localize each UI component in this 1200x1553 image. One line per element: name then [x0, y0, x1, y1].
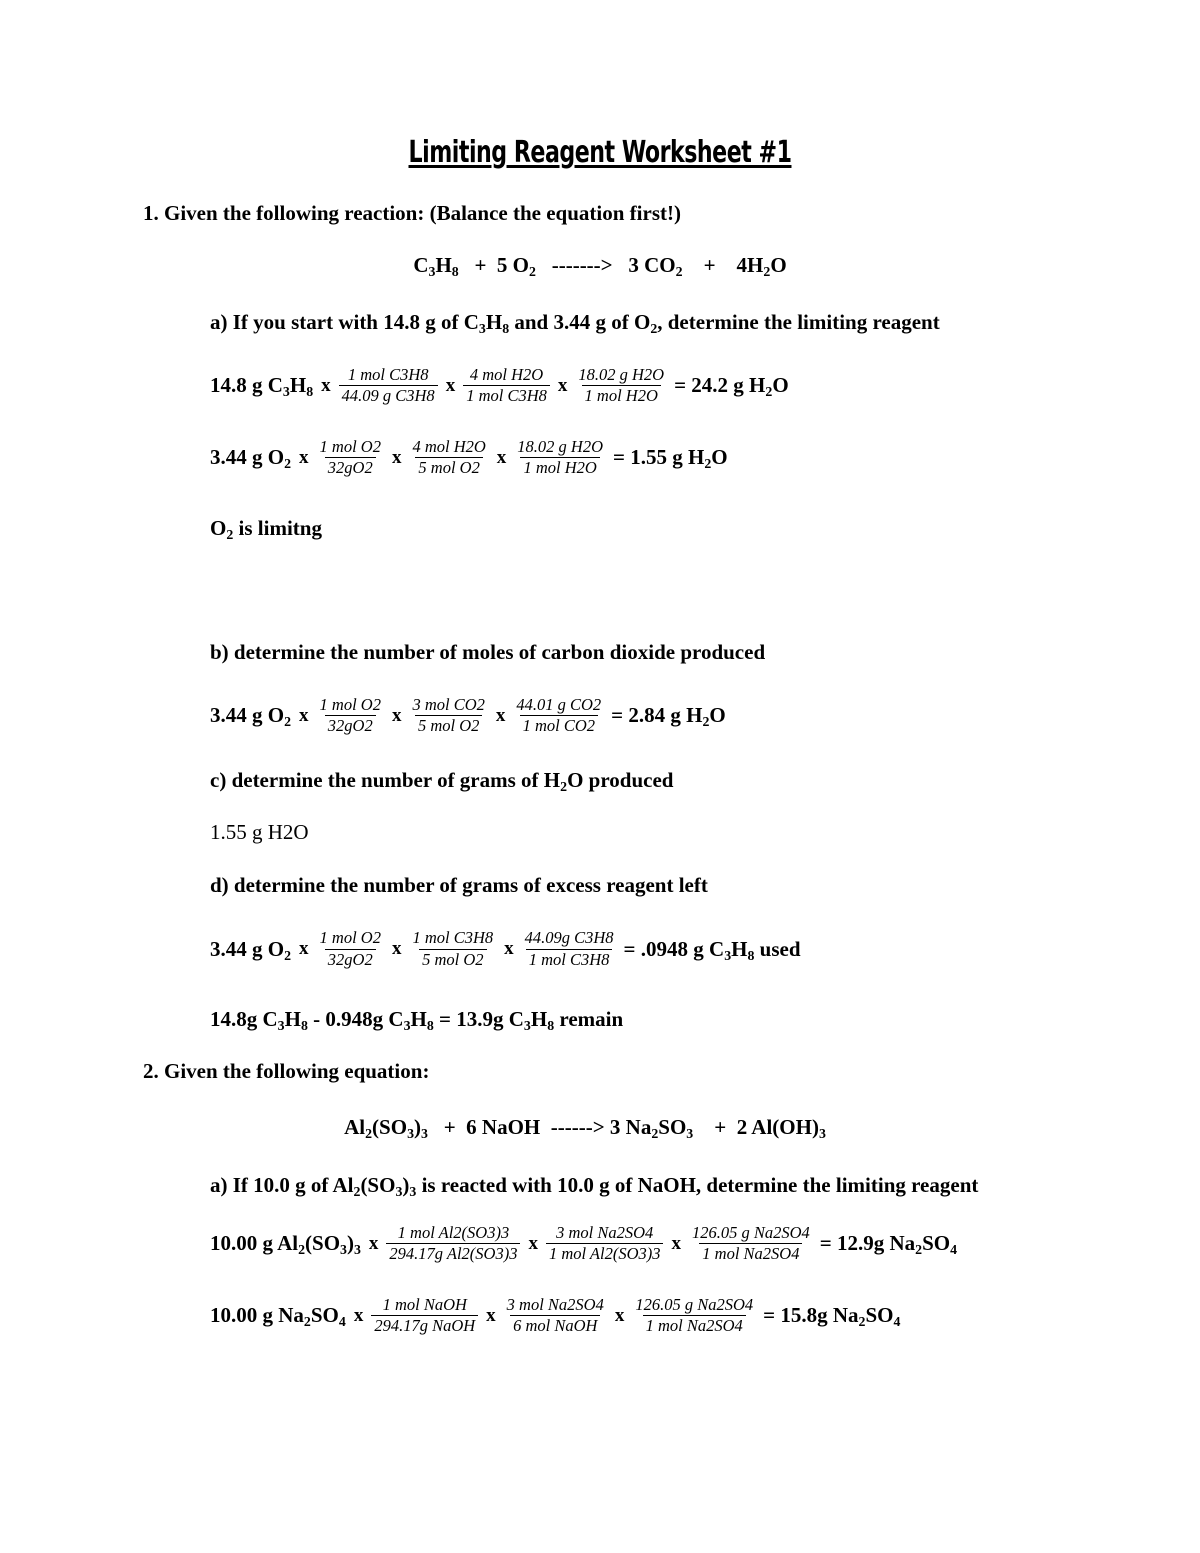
question-1-part-d-prompt: d) determine the number of grams of excess reagent left	[210, 873, 708, 898]
fraction-denominator: 1 mol Na2SO4	[699, 1243, 802, 1263]
calc-operator: x	[495, 704, 506, 726]
calc-fraction-2	[409, 438, 488, 478]
question-2-prompt: 2. Given the following equation:	[143, 1059, 430, 1084]
fraction-numerator: 1 mol O2	[319, 928, 381, 948]
calc-result: = 24.2 g $H_2O$	[674, 373, 789, 400]
question-2-equation: $Al_2(SO_3)_3 + 6$ NaOH ------> 3 $Na_2SO_3$ + 2 $Al(OH)_3$	[344, 1115, 826, 1142]
calc-fraction-3	[689, 1224, 813, 1264]
question-1-part-a-conclusion: $O_2$ is limitng	[210, 515, 322, 542]
calc-result: = 1.55 g $H_2O$	[613, 445, 728, 472]
calc-lead: 14.8 g $C_3H_8$	[210, 373, 314, 400]
calc-fraction-1	[386, 1224, 520, 1264]
calc-operator: x	[368, 1232, 379, 1254]
calc-lead: 3.44 g $O_2$	[210, 936, 292, 963]
calc-fraction-2	[463, 366, 550, 406]
fraction-denominator: 1 mol Na2SO4	[643, 1315, 746, 1335]
fraction-denominator: 1 mol H2O	[582, 385, 661, 405]
calc-operator: x	[299, 446, 309, 468]
question-1-part-d-answer: 14.8g $C_3H_8 - 0.948g$ $C_3H_8 = 13.9g$ $C_3H_8$ remain	[210, 1007, 624, 1033]
calc-operator: x	[496, 446, 507, 468]
calc-result: = 15.8g $Na_2SO_4$	[763, 1303, 901, 1329]
question-1-part-b-prompt: b) determine the number of moles of carbon dioxide produced	[210, 639, 766, 664]
question-1-part-a-prompt: a) If you start with 14.8 g of $C_3H_8$ and 3.44 g of $O_2$, determine the limiting reagent	[210, 309, 940, 336]
fraction-numerator: 126.05 g Na2SO4	[635, 1294, 754, 1314]
fraction-denominator: 1 mol C3H8	[526, 949, 613, 969]
calc-operator: x	[299, 938, 309, 960]
fraction-numerator: 1 mol C3H8	[412, 928, 494, 948]
calc-fraction-3	[514, 438, 606, 478]
fraction-numerator: 4 mol H2O	[469, 364, 544, 384]
fraction-denominator: 5 mol O2	[415, 715, 482, 735]
calc-fraction-1	[371, 1296, 478, 1336]
calc-fraction-3	[632, 1296, 756, 1336]
calc-operator: x	[391, 446, 402, 468]
calc-fraction-3	[522, 929, 617, 969]
fraction-denominator: 1 mol H2O	[520, 457, 599, 477]
fraction-numerator: 18.02 g H2O	[578, 364, 665, 384]
calc-operator: x	[321, 374, 331, 396]
calc-operator: x	[391, 704, 402, 726]
fraction-numerator: 44.09g C3H8	[524, 928, 614, 948]
fraction-numerator: 3 mol Na2SO4	[556, 1222, 654, 1242]
question-1-part-c-answer: 1.55 g H2O	[210, 820, 309, 845]
fraction-numerator: 1 mol C3H8	[347, 364, 429, 384]
calc-operator: x	[504, 938, 514, 960]
question-1-part-a-calc-1	[210, 366, 1057, 406]
fraction-denominator: 32gO2	[325, 949, 376, 969]
fraction-denominator: 5 mol O2	[415, 457, 482, 477]
calc-operator: x	[557, 374, 568, 396]
page-title: Limiting Reagent Worksheet #1	[408, 135, 792, 170]
calc-fraction-2	[409, 696, 487, 736]
question-2-part-a-calc-1	[210, 1224, 1057, 1264]
question-1-part-d-calc-1	[210, 929, 1057, 969]
calc-operator: x	[528, 1232, 538, 1254]
fraction-numerator: 126.05 g Na2SO4	[691, 1222, 810, 1242]
calc-result: = 2.84 g $H_2O$	[611, 703, 726, 730]
calc-fraction-2	[504, 1296, 607, 1336]
fraction-denominator: 1 mol C3H8	[463, 385, 550, 405]
fraction-numerator: 1 mol Al2(SO3)3	[397, 1222, 510, 1242]
fraction-numerator: 4 mol H2O	[412, 436, 486, 456]
calc-operator: x	[353, 1304, 364, 1326]
calc-fraction-3	[513, 696, 604, 736]
calc-result: = 12.9g $Na_2SO_4$	[819, 1231, 958, 1258]
calc-lead: 3.44 g $O_2$	[210, 703, 292, 730]
fraction-denominator: 32gO2	[325, 457, 376, 477]
calc-result: = .0948 g $C_3H_8$ used	[623, 936, 801, 963]
fraction-denominator: 5 mol O2	[419, 949, 486, 969]
calc-operator: x	[445, 374, 456, 396]
fraction-denominator: 6 mol NaOH	[510, 1315, 600, 1335]
fraction-denominator: 294.17g NaOH	[371, 1315, 478, 1335]
question-1-prompt: 1. Given the following reaction: (Balance the equation first!)	[143, 200, 681, 225]
question-2-part-a-calc-2	[210, 1296, 1057, 1336]
fraction-numerator: 1 mol O2	[319, 694, 381, 714]
calc-fraction-1	[317, 438, 384, 478]
fraction-denominator: 294.17g Al2(SO3)3	[386, 1243, 520, 1263]
fraction-denominator: 44.09 g C3H8	[339, 385, 438, 405]
fraction-numerator: 18.02 g H2O	[517, 436, 604, 456]
question-2-part-a-prompt: a) If 10.0 g of $Al_2(SO_3)_3$ is reacted with 10.0 g of NaOH, determine the limiting reagent	[210, 1173, 979, 1200]
fraction-denominator: 1 mol Al2(SO3)3	[546, 1243, 664, 1263]
question-1-part-a-calc-2	[210, 438, 1057, 478]
calc-operator: x	[299, 704, 309, 726]
question-1-equation: $C_3H_8 + 5$ $O_2$ -------> 3 $CO_2$ + $4H_2O$	[413, 252, 787, 279]
fraction-denominator: 1 mol CO2	[520, 715, 598, 735]
fraction-numerator: 44.01 g CO2	[516, 694, 602, 714]
calc-operator: x	[614, 1304, 625, 1326]
fraction-numerator: 3 mol CO2	[412, 694, 485, 714]
fraction-denominator: 32gO2	[325, 715, 376, 735]
calc-operator: x	[671, 1232, 681, 1254]
calc-fraction-2	[409, 929, 496, 969]
calc-lead: 10.00 g $Al_2(SO_3)_3$	[210, 1231, 361, 1258]
calc-fraction-1	[317, 696, 384, 736]
fraction-numerator: 1 mol NaOH	[382, 1294, 467, 1314]
calc-lead: 3.44 g $O_2$	[210, 445, 292, 472]
question-1-part-c-prompt: c) determine the number of grams of $H_2O$ produced	[210, 767, 674, 794]
calc-fraction-1	[339, 366, 438, 406]
fraction-numerator: 1 mol O2	[319, 436, 381, 456]
question-1-part-b-calc-1	[210, 696, 1057, 736]
calc-operator: x	[486, 1304, 496, 1326]
calc-fraction-1	[317, 929, 384, 969]
fraction-numerator: 3 mol Na2SO4	[506, 1294, 604, 1314]
calc-fraction-2	[546, 1224, 664, 1264]
calc-operator: x	[391, 938, 402, 960]
calc-fraction-3	[575, 366, 667, 406]
calc-lead: 10.00 g $Na_2SO_4$	[210, 1303, 346, 1329]
